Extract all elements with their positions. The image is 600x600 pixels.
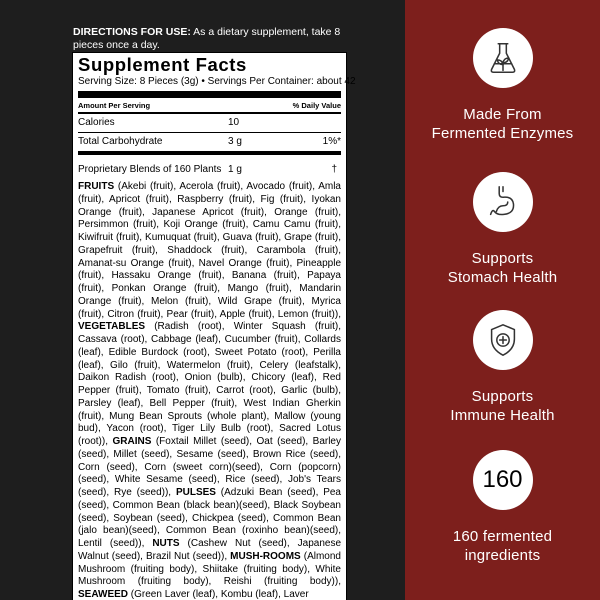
feature-stomach-health xyxy=(405,172,600,287)
features-panel xyxy=(405,0,600,600)
ingredient-group-text: (Radish (root), Winter Squash (fruit), Cassava (root), Cabbage (leaf), Cucumber (fruit), Collards (leaf), Edible Burdock (root), Sweet Potato (root), Perilla (leaf), Gilo (fruit), Watermelon (fruit), Celery (leafstalk), Daikon Radish (root), Onion (bulb), Chicory (leaf), Red Pepper (fruit), Tomato (fruit), Carrot (root), Garlic (bulb), Parsley (leaf), Bell Pepper (fruit), West Indian Gherkin (fruit), Mung Bean Sprouts (whole plant), Mallow (young bud), Yacon (root), Tiger Lily Bulb (root), Sacred Lotus (root)), xyxy=(78,321,341,447)
daily-value-label: % Daily Value xyxy=(292,101,341,110)
ingredient-group-text: (Foxtail Millet (seed), Oat (seed), Barley (seed), Millet (seed), Sesame (seed), Brown Rice (seed), Corn (seed), Corn (sweet corn)(seed), Corn (popcorn)(seed), White Sesame (seed), Rice (seed), Job's Tears (seed), Rye (seed)), xyxy=(78,436,341,498)
feature-label xyxy=(405,387,600,425)
feature-line-2: Stomach Health xyxy=(447,269,558,286)
blend-name: Proprietary Blends of 160 Plants xyxy=(78,164,222,175)
ingredient-group-label: GRAINS xyxy=(112,436,152,447)
feature-immune-health xyxy=(405,310,600,425)
ingredient-group-text: (Almond Mushroom (fruiting body), Shiitake (fruiting body), White Mushroom (fruiting body), Reishi (fruiting body)), xyxy=(78,550,341,588)
feature-line-2: Immune Health xyxy=(450,407,555,424)
supplement-facts-panel xyxy=(72,52,356,600)
calories-row xyxy=(78,114,341,133)
blend-row xyxy=(78,161,341,179)
ingredient-group-text: (Adzuki Bean (seed), Pea (seed), Common Bean (black bean)(seed), Black Soybean (seed), Soybean (seed), Chickpea (seed), Common Bean (jalo bean)(seed), Common Bean (roxinho bean)(seed), Lentil (seed)), xyxy=(78,487,341,549)
row-name: Calories xyxy=(78,117,115,128)
ingredient-group-label: PULSES xyxy=(175,487,216,498)
row-amount: 3 g xyxy=(228,136,242,147)
count-badge: 160 xyxy=(473,450,533,510)
amount-per-serving-label: Amount Per Serving xyxy=(78,101,151,110)
feature-fermented-enzymes xyxy=(405,28,600,143)
facts-title: Supplement Facts xyxy=(78,54,247,75)
feature-line-1: Supports xyxy=(471,250,534,267)
feature-label xyxy=(405,105,600,143)
directions-for-use xyxy=(73,26,373,52)
blend-amount: 1 g xyxy=(228,164,242,175)
stomach-icon xyxy=(473,172,533,232)
ingredient-group-label: VEGETABLES xyxy=(78,321,146,333)
ingredient-group-label: FRUITS xyxy=(78,181,115,192)
ingredient-group-text: (Green Laver (leaf), Kombu (leaf), Laver xyxy=(128,589,309,600)
feature-fermented-ingredients xyxy=(405,450,600,565)
row-dv: 1%* xyxy=(322,136,341,147)
feature-line-1: Made From xyxy=(463,106,542,123)
directions-label: DIRECTIONS FOR USE: xyxy=(73,26,191,38)
feature-line-1: Supports xyxy=(471,388,534,405)
feature-label xyxy=(405,249,600,287)
ingredient-group-text: (Cashew Nut (seed), Japanese Walnut (seed), Brazil Nut (seed)), xyxy=(78,538,341,562)
carbohydrate-row xyxy=(78,133,341,155)
row-name: Total Carbohydrate xyxy=(78,136,163,147)
ingredients-list xyxy=(78,181,341,600)
ingredient-group-label: MUSH-ROOMS xyxy=(230,550,301,562)
feature-line-2: Fermented Enzymes xyxy=(431,125,574,142)
directions-text: As a dietary supplement, take 8 pieces once a day. xyxy=(73,26,341,51)
amount-header-row xyxy=(78,98,341,114)
ingredient-group-label: NUTS xyxy=(152,538,180,549)
ingredient-group-label: SEAWEED xyxy=(78,589,129,600)
flask-sprout-icon xyxy=(473,28,533,88)
serving-size: Serving Size: 8 Pieces (3g) • Servings Per Container: about 42 xyxy=(78,76,341,98)
shield-plus-icon xyxy=(473,310,533,370)
feature-label xyxy=(405,527,600,565)
feature-line-2: ingredients xyxy=(464,547,541,564)
feature-line-1: 160 fermented xyxy=(452,528,553,545)
row-amount: 10 xyxy=(228,117,240,128)
blend-dv: † xyxy=(331,164,337,175)
ingredient-group-text: (Akebi (fruit), Acerola (fruit), Avocado (fruit), Amla (fruit), Apricot (fruit), Raspberry (fruit), Fig (fruit), Iyokan Orange (fruit), Japanese Apricot (fruit), Orange (fruit), Persimmon (fruit), Koji Orange (fruit), Camu Camu (fruit), Kiwifruit (fruit), Kumuquat (fruit), Guava (fruit), Grape (fruit), Grapefruit (fruit), Shaddock (fruit), Carambola (fruit), Amanat-su Orange (fruit), Navel Orange (fruit), Pineapple (fruit), Hassaku Orange (fruit), Banana (fruit), Papaya (fruit), Ponkan Orange (fruit), Mango (fruit), Mandarin Orange (fruit), Melon (fruit), Wild Grape (fruit), Myrica (fruit), Citron (fruit), Pear (fruit), Apple (fruit), Lemon (fruit)), xyxy=(78,181,341,320)
